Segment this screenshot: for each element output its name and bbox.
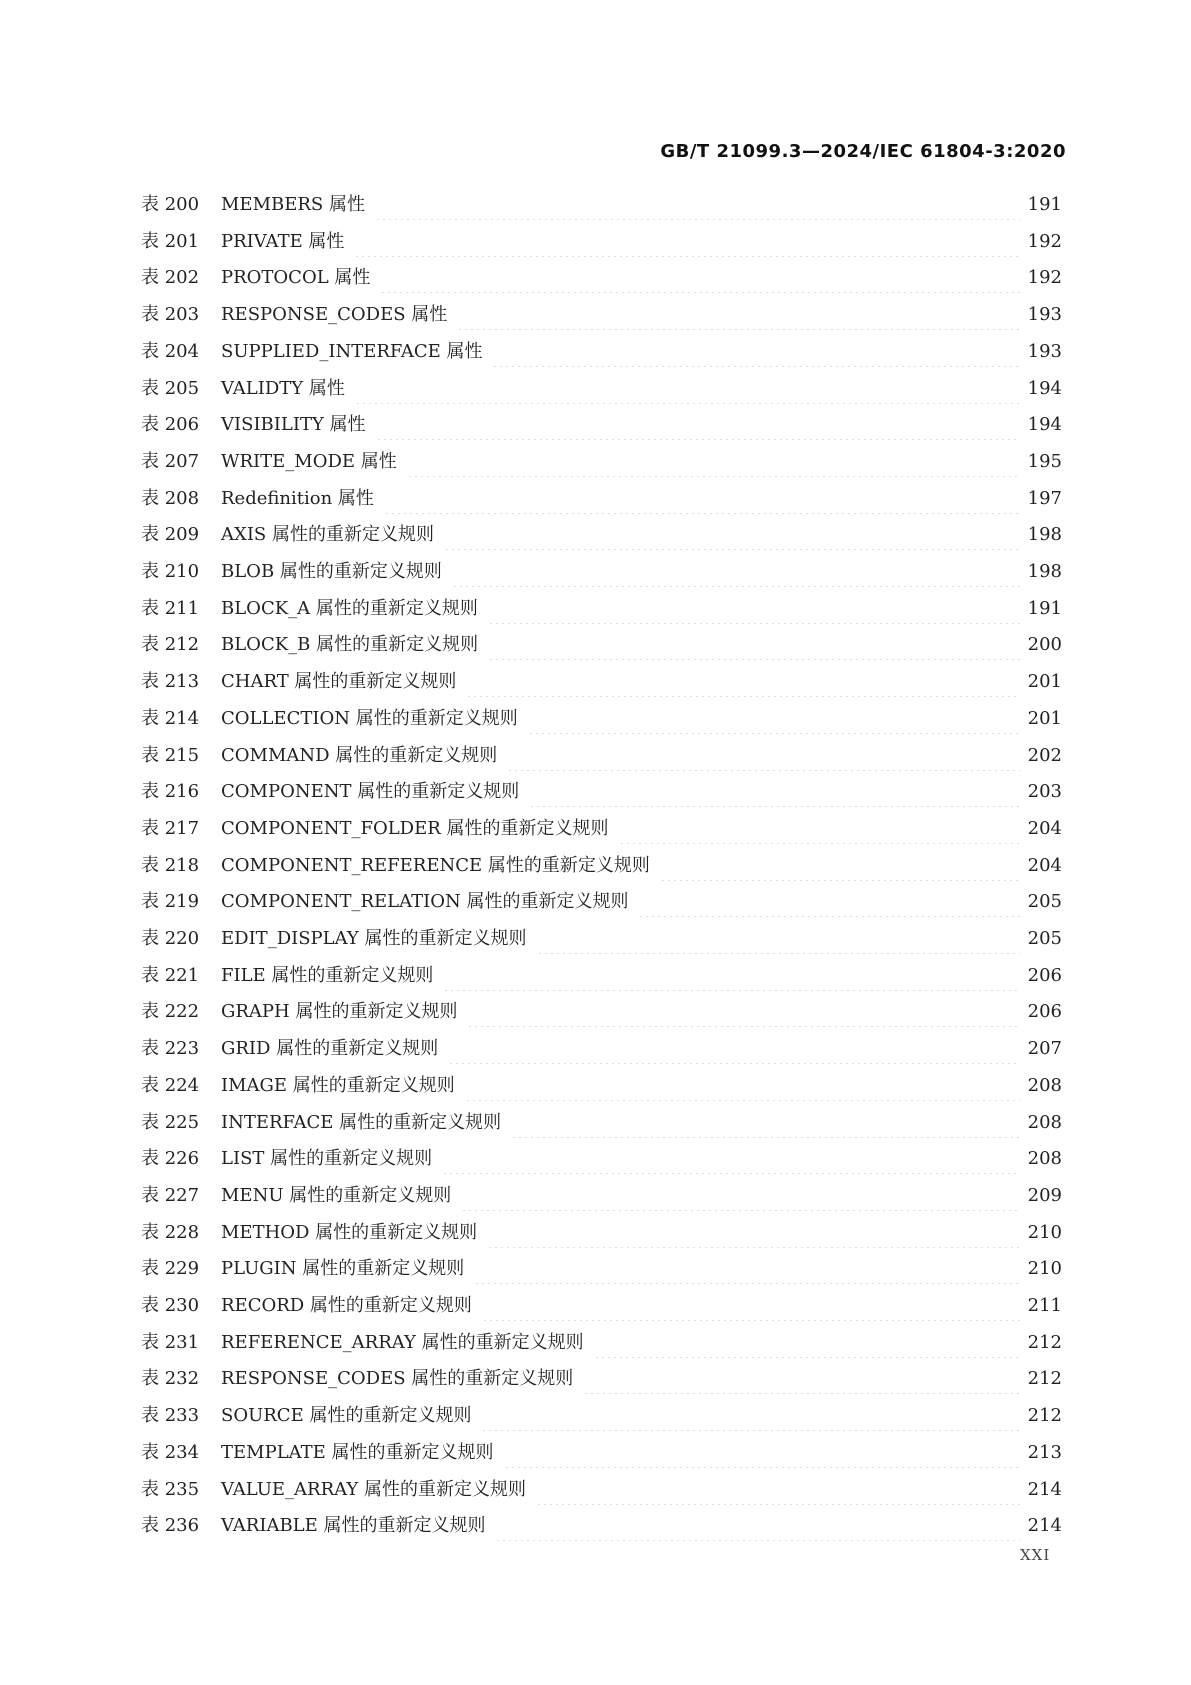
toc-entry-title: INTERFACE 属性的重新定义规则 xyxy=(221,1111,502,1133)
toc-entry-title: GRAPH 属性的重新定义规则 xyxy=(221,1001,458,1023)
dot-leader xyxy=(660,851,1020,881)
toc-entry[interactable] xyxy=(141,1475,1062,1505)
toc-entry-title: BLOB 属性的重新定义规则 xyxy=(221,561,442,582)
toc-entry[interactable] xyxy=(141,484,1062,514)
dot-leader xyxy=(507,741,1020,771)
toc-entry[interactable] xyxy=(141,1328,1062,1358)
toc-entry-page: 214 xyxy=(1027,1515,1062,1537)
dot-leader xyxy=(448,1034,1020,1064)
toc-entry-number: 表 202 xyxy=(141,267,200,289)
toc-entry-page: 202 xyxy=(1027,744,1062,766)
toc-entry[interactable] xyxy=(141,1181,1062,1211)
toc-entry[interactable] xyxy=(141,1364,1062,1394)
toc-entry[interactable] xyxy=(141,667,1062,697)
toc-entry-number: 表 208 xyxy=(141,487,200,509)
toc-entry-page: 201 xyxy=(1027,707,1062,729)
dot-leader xyxy=(583,1364,1020,1394)
dot-leader xyxy=(467,997,1020,1027)
toc-entry-page: 192 xyxy=(1027,230,1062,252)
toc-entry[interactable] xyxy=(141,814,1062,844)
dot-leader xyxy=(384,484,1020,514)
toc-entry-number: 表 234 xyxy=(141,1441,200,1463)
toc-entry-page: 210 xyxy=(1027,1258,1062,1280)
toc-entry-number: 表 220 xyxy=(141,928,200,949)
dot-leader xyxy=(529,777,1020,807)
toc-entry-title: MEMBERS 属性 xyxy=(221,194,365,215)
dot-leader xyxy=(380,263,1020,293)
toc-entry-number: 表 203 xyxy=(141,304,200,326)
toc-entry-title: WRITE_MODE 属性 xyxy=(221,450,397,472)
toc-entry-page: 206 xyxy=(1027,1001,1062,1023)
toc-entry-page: 193 xyxy=(1027,304,1062,326)
toc-entry-title: COMPONENT_FOLDER 属性的重新定义规则 xyxy=(221,817,609,839)
toc-entry[interactable] xyxy=(141,741,1062,771)
dot-leader xyxy=(375,190,1020,220)
toc-entry-number: 表 219 xyxy=(141,891,200,913)
toc-entry-number: 表 201 xyxy=(141,230,200,252)
toc-entry-page: 214 xyxy=(1027,1478,1062,1500)
toc-entry[interactable] xyxy=(141,1438,1062,1468)
toc-entry-page: 205 xyxy=(1027,891,1062,913)
toc-entry-title: RESPONSE_CODES 属性 xyxy=(221,304,448,326)
toc-entry[interactable] xyxy=(141,227,1062,257)
toc-entry-page: 212 xyxy=(1027,1405,1062,1427)
toc-entry-number: 表 211 xyxy=(141,597,200,619)
toc-entry-number: 表 226 xyxy=(141,1148,200,1170)
toc-entry-title: RESPONSE_CODES 属性的重新定义规则 xyxy=(221,1368,574,1390)
toc-entry-number: 表 221 xyxy=(141,964,200,986)
dot-leader xyxy=(466,667,1020,697)
toc-entry-title: Redefinition 属性 xyxy=(221,487,374,509)
toc-entry[interactable] xyxy=(141,924,1062,954)
dot-leader xyxy=(536,1475,1020,1505)
toc-entry[interactable] xyxy=(141,447,1062,477)
dot-leader xyxy=(407,447,1020,477)
toc-entry-title: AXIS 属性的重新定义规则 xyxy=(221,524,434,546)
toc-entry-page: 201 xyxy=(1027,671,1062,693)
toc-entry-page: 203 xyxy=(1027,781,1062,803)
toc-entry-title: VALUE_ARRAY 属性的重新定义规则 xyxy=(221,1478,527,1500)
toc-entry-title: CHART 属性的重新定义规则 xyxy=(221,671,457,693)
toc-entry-page: 205 xyxy=(1027,928,1062,949)
toc-entry-number: 表 215 xyxy=(141,744,200,766)
toc-entry-number: 表 213 xyxy=(141,671,200,693)
toc-entry-title: REFERENCE_ARRAY 属性的重新定义规则 xyxy=(221,1331,584,1353)
dot-leader xyxy=(511,1108,1020,1138)
dot-leader xyxy=(495,1511,1020,1541)
toc-entry-page: 200 xyxy=(1027,634,1062,656)
document-header: GB/T 21099.3—2024/IEC 61804-3:2020 xyxy=(660,141,1066,162)
toc-entry[interactable] xyxy=(141,190,1062,220)
toc-entry-title: COMPONENT 属性的重新定义规则 xyxy=(221,781,520,803)
toc-entry[interactable] xyxy=(141,1401,1062,1431)
dot-leader xyxy=(482,1291,1020,1321)
toc-entry-number: 表 204 xyxy=(141,340,200,362)
toc-entry-number: 表 233 xyxy=(141,1405,200,1427)
toc-entry-page: 204 xyxy=(1027,854,1062,876)
toc-entry[interactable] xyxy=(141,300,1062,330)
toc-entry-page: 208 xyxy=(1027,1148,1062,1170)
toc-entry-number: 表 230 xyxy=(141,1295,200,1316)
toc-entry[interactable] xyxy=(141,520,1062,550)
toc-entry[interactable] xyxy=(141,1511,1062,1541)
toc-entry-number: 表 205 xyxy=(141,377,200,399)
toc-entry-number: 表 222 xyxy=(141,1001,200,1023)
toc-entry[interactable] xyxy=(141,374,1062,404)
toc-entry[interactable] xyxy=(141,557,1062,587)
toc-entry-page: 198 xyxy=(1027,561,1062,582)
toc-entry-page: 197 xyxy=(1027,487,1062,509)
toc-entry-number: 表 200 xyxy=(141,194,200,215)
toc-entry[interactable] xyxy=(141,777,1062,807)
dot-leader xyxy=(354,227,1020,257)
toc-entry-title: SUPPLIED_INTERFACE 属性 xyxy=(221,340,483,362)
toc-entry-page: 191 xyxy=(1027,597,1062,619)
toc-entry-title: IMAGE 属性的重新定义规则 xyxy=(221,1074,455,1096)
dot-leader xyxy=(452,557,1020,587)
toc-entry-number: 表 236 xyxy=(141,1515,200,1537)
toc-entry[interactable] xyxy=(141,263,1062,293)
dot-leader xyxy=(492,337,1020,367)
toc-entry[interactable] xyxy=(141,410,1062,440)
toc-entry-page: 206 xyxy=(1027,964,1062,986)
toc-entry-number: 表 231 xyxy=(141,1331,200,1353)
toc-entry-page: 207 xyxy=(1027,1038,1062,1060)
toc-entry[interactable] xyxy=(141,1218,1062,1248)
toc-entry-title: LIST 属性的重新定义规则 xyxy=(221,1148,433,1170)
toc-entry-page: 194 xyxy=(1027,414,1062,436)
dot-leader xyxy=(444,520,1020,550)
toc-entry[interactable] xyxy=(141,961,1062,991)
dot-leader xyxy=(355,374,1020,404)
toc-entry-number: 表 209 xyxy=(141,524,200,546)
toc-entry-title: VALIDTY 属性 xyxy=(221,377,345,399)
toc-entry[interactable] xyxy=(141,630,1062,660)
toc-entry-number: 表 223 xyxy=(141,1038,200,1060)
toc-entry-title: METHOD 属性的重新定义规则 xyxy=(221,1221,478,1243)
toc-entry-page: 191 xyxy=(1027,194,1062,215)
toc-entry-title: SOURCE 属性的重新定义规则 xyxy=(221,1405,472,1427)
toc-entry[interactable] xyxy=(141,997,1062,1027)
toc-entry-page: 213 xyxy=(1027,1441,1062,1463)
dot-leader xyxy=(619,814,1020,844)
toc-entry[interactable] xyxy=(141,1144,1062,1174)
toc-entry-page: 210 xyxy=(1027,1221,1062,1243)
dot-leader xyxy=(442,1144,1020,1174)
toc-entry-title: PLUGIN 属性的重新定义规则 xyxy=(221,1258,465,1280)
toc-entry-number: 表 229 xyxy=(141,1258,200,1280)
dot-leader xyxy=(488,594,1020,624)
toc-entry-title: VISIBILITY 属性 xyxy=(221,414,366,436)
toc-entry-number: 表 232 xyxy=(141,1368,200,1390)
toc-entry-number: 表 206 xyxy=(141,414,200,436)
toc-entry-title: EDIT_DISPLAY 属性的重新定义规则 xyxy=(221,928,527,949)
toc-entry-title: FILE 属性的重新定义规则 xyxy=(221,964,434,986)
toc-entry-title: PROTOCOL 属性 xyxy=(221,267,371,289)
toc-entry[interactable] xyxy=(141,704,1062,734)
toc-entry-number: 表 210 xyxy=(141,561,200,582)
toc-entry-title: VARIABLE 属性的重新定义规则 xyxy=(221,1515,486,1537)
dot-leader xyxy=(594,1328,1020,1358)
toc-entry-title: COLLECTION 属性的重新定义规则 xyxy=(221,707,518,729)
toc-entry-page: 195 xyxy=(1027,450,1062,472)
dot-leader xyxy=(487,1218,1020,1248)
dot-leader xyxy=(537,924,1021,954)
toc-entry[interactable] xyxy=(141,887,1062,917)
toc-entry-number: 表 224 xyxy=(141,1074,200,1096)
toc-entry-number: 表 235 xyxy=(141,1478,200,1500)
toc-entry-title: BLOCK_B 属性的重新定义规则 xyxy=(221,634,479,656)
dot-leader xyxy=(474,1254,1020,1284)
toc-entry-title: PRIVATE 属性 xyxy=(221,230,345,252)
toc-entry-title: MENU 属性的重新定义规则 xyxy=(221,1184,452,1206)
toc-entry-page: 211 xyxy=(1027,1295,1062,1316)
toc-entry-page: 194 xyxy=(1027,377,1062,399)
toc-entry-page: 208 xyxy=(1027,1111,1062,1133)
toc-entry[interactable] xyxy=(141,851,1062,881)
toc-entry-page: 192 xyxy=(1027,267,1062,289)
dot-leader xyxy=(376,410,1020,440)
toc-entry-number: 表 207 xyxy=(141,450,200,472)
toc-entry-title: BLOCK_A 属性的重新定义规则 xyxy=(221,597,478,619)
toc-entry[interactable] xyxy=(141,1071,1062,1101)
toc-entry[interactable] xyxy=(141,1034,1062,1064)
toc-entry-title: COMPONENT_REFERENCE 属性的重新定义规则 xyxy=(221,854,650,876)
toc-entry-number: 表 216 xyxy=(141,781,200,803)
toc-entry-title: COMPONENT_RELATION 属性的重新定义规则 xyxy=(221,891,629,913)
toc-entry-number: 表 218 xyxy=(141,854,200,876)
toc-entry-title: GRID 属性的重新定义规则 xyxy=(221,1038,439,1060)
toc-entry-page: 212 xyxy=(1027,1331,1062,1353)
toc-entry-page: 209 xyxy=(1027,1184,1062,1206)
toc-entry-number: 表 227 xyxy=(141,1184,200,1206)
toc-entry-page: 212 xyxy=(1027,1368,1062,1390)
toc-entry-number: 表 225 xyxy=(141,1111,200,1133)
toc-entry[interactable] xyxy=(141,337,1062,367)
toc-entry-number: 表 214 xyxy=(141,707,200,729)
toc-entry-number: 表 212 xyxy=(141,634,200,656)
dot-leader xyxy=(528,704,1020,734)
toc-entry-page: 198 xyxy=(1027,524,1062,546)
toc-entry[interactable] xyxy=(141,1291,1062,1321)
toc-entry-page: 204 xyxy=(1027,817,1062,839)
dot-leader xyxy=(481,1401,1020,1431)
dot-leader xyxy=(465,1071,1020,1101)
toc-entry-title: RECORD 属性的重新定义规则 xyxy=(221,1295,472,1316)
toc-entry-number: 表 217 xyxy=(141,817,200,839)
dot-leader xyxy=(461,1181,1020,1211)
dot-leader xyxy=(488,630,1020,660)
toc-entry-number: 表 228 xyxy=(141,1221,200,1243)
toc-entry-page: 193 xyxy=(1027,340,1062,362)
page-folio: XXI xyxy=(1020,1546,1051,1564)
toc-entry[interactable] xyxy=(141,1254,1062,1284)
toc-entry-page: 208 xyxy=(1027,1074,1062,1096)
dot-leader xyxy=(638,887,1020,917)
dot-leader xyxy=(457,300,1020,330)
toc-entry[interactable] xyxy=(141,1108,1062,1138)
toc-entry-title: TEMPLATE 属性的重新定义规则 xyxy=(221,1441,494,1463)
toc-entry-title: COMMAND 属性的重新定义规则 xyxy=(221,744,498,766)
dot-leader xyxy=(504,1438,1020,1468)
dot-leader xyxy=(443,961,1020,991)
toc-entry[interactable] xyxy=(141,594,1062,624)
